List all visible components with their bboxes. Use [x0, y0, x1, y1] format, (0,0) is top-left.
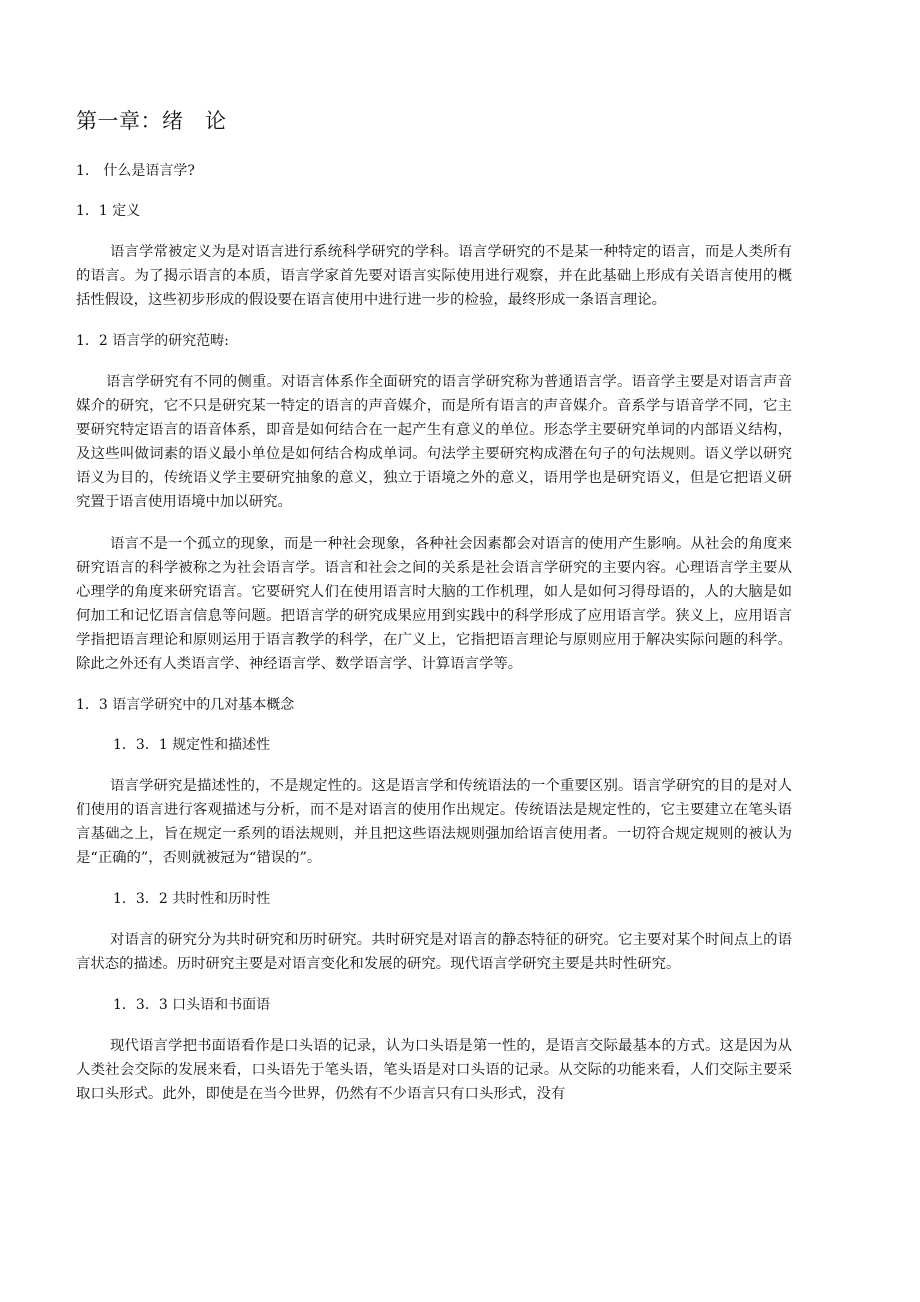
paragraph-scope: 语言学研究有不同的侧重。对语言体系作全面研究的语言学研究称为普通语言学。语音学主要是对语言声音媒介的研究，它不只是研究某一特定的语言的声音媒介，而是所有语言的声音媒介。音系学与语音学不同，它主要研究特定语言的语音体系，即音是如何结合在一起产生有意义的单位。形态学主要研究单词的内部语义结构，及这些叫做词素的语义最小单位是如何结合构成单词。句法学主要研究构成潜在句子的句法规则。语义学以研究语义为目的，传统语义学主要研究抽象的意义，独立于语境之外的意义，语用学也是研究语义，但是它把语义研究置于语言使用语境中加以研究。 — [76, 374, 792, 510]
paragraph-synchronic-diachronic: 对语言的研究分为共时研究和历时研究。共时研究是对语言的静态特征的研究。它主要对某个时间点上的语言状态的描述。历时研究主要是对语言变化和发展的研究。现代语言学研究主要是共时性研究。 — [76, 932, 792, 972]
section-heading-1-2: 1．2 语言学的研究范畴: — [76, 333, 229, 349]
section-heading-1: 1. 什么是语言学? — [76, 163, 195, 179]
paragraph-spoken-written: 现代语言学把书面语看作是口头语的记录，认为口头语是第一性的，是语言交际最基本的方式。这是因为从人类社会交际的发展来看，口头语先于笔头语，笔头语是对口头语的记录。从交际的功能来看，人们交际主要采取口头形式。此外，即使是在当今世界，仍然有不少语言只有口头形式，没有 — [76, 1038, 792, 1102]
chapter-title: 第一章：绪 论 — [76, 109, 227, 133]
subsection-heading-1-3-2: 1．3．2 共时性和历时性 — [113, 891, 271, 907]
subsection-heading-1-3-3: 1．3．3 口头语和书面语 — [113, 997, 271, 1013]
section-heading-1-1: 1．1 定义 — [76, 203, 141, 219]
paragraph-definition: 语言学常被定义为是对语言进行系统科学研究的学科。语言学研究的不是某一种特定的语言，而是人类所有的语言。为了揭示语言的本质，语言学家首先要对语言实际使用进行观察，并在此基础上形成有关语言使用的概括性假设，这些初步形成的假设要在语言使用中进行进一步的检验，最终形成一条语言理论。 — [76, 244, 792, 308]
subsection-heading-1-3-1: 1．3．1 规定性和描述性 — [113, 737, 271, 753]
paragraph-prescriptive-descriptive: 语言学研究是描述性的，不是规定性的。这是语言学和传统语法的一个重要区别。语言学研究的目的是对人们使用的语言进行客观描述与分析，而不是对语言的使用作出规定。传统语法是规定性的，它主要建立在笔头语言基础之上，旨在规定一系列的语法规则，并且把这些语法规则强加给语言使用者。一切符合规定规则的被认为是“正确的”，否则就被冠为“错误的”。 — [76, 778, 792, 866]
section-heading-1-3: 1．3 语言学研究中的几对基本概念 — [76, 697, 295, 713]
paragraph-sociolinguistics: 语言不是一个孤立的现象，而是一种社会现象，各种社会因素都会对语言的使用产生影响。从社会的角度来研究语言的科学被称之为社会语言学。语言和社会之间的关系是社会语言学研究的主要内容。心理语言学主要从心理学的角度来研究语言。它要研究人们在使用语言时大脑的工作机理，如人是如何习得母语的，人的大脑是如何加工和记忆语言信息等问题。把语言学的研究成果应用到实践中的科学形成了应用语言学。狭义上，应用语言学指把语言理论和原则运用于语言教学的科学，在广义上，它指把语言理论与原则应用于解决实际问题的科学。除此之外还有人类语言学、神经语言学、数学语言学、计算语言学等。 — [76, 536, 792, 672]
document-body — [76, 106, 792, 1124]
